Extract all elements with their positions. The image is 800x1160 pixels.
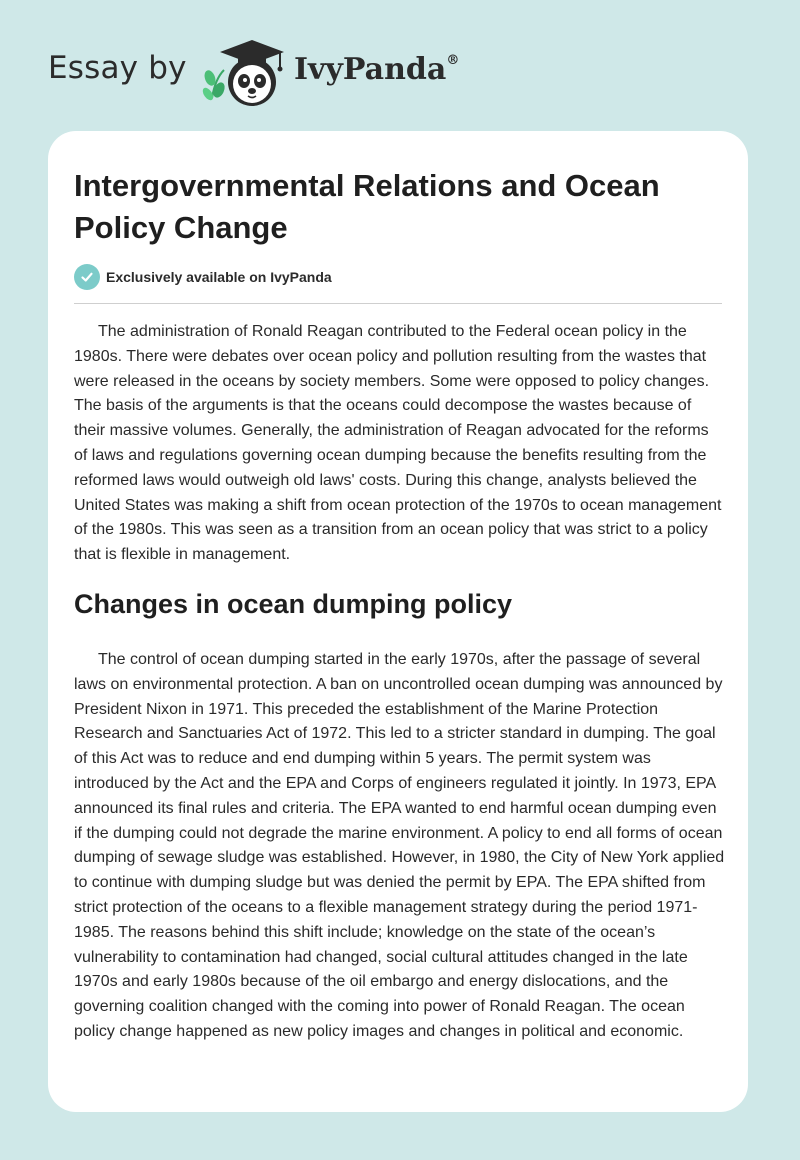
page-title: Intergovernmental Relations and Ocean Policy Change: [74, 168, 660, 245]
section-heading: Changes in ocean dumping policy: [74, 589, 513, 619]
essay-by-label: Essay by: [48, 50, 187, 86]
registered-mark: ®: [446, 53, 460, 68]
paragraph-dumping-policy: The control of ocean dumping started in the early 1970s, after the passage of several laws on environmental protection. A ban on uncontrolled ocean dumping was announced by President Nixon in 1971. This preceded the establishment of the Marine Protection Research and Sanctuaries Act of 1972. This led to a stricter standard in dumping. The goal of this Act was to reduce and end dumping within 5 years. The permit system was introduced by the Act and the EPA and Corps of engineers regulated it jointly. In 1973, EPA announced its final rules and criteria. The EPA wanted to end harmful ocean dumping even if the dumping could not degrade the marine environment. A policy to end all forms of ocean dumping of sewage sludge was established. However, in 1980, the City of New York applied to continue with dumping sludge but was denied the permit by EPA. The EPA shifted from strict protection of the oceans to a flexible management strategy during the period 1971-1985. The reasons behind this shift include; knowledge on the state of the ocean’s vulnerability to contamination had changed, social cultural attitudes changed in the late 1970s and early 1980s because of the oil embargo and energy dislocations, and the governing coalition changed with the coming into power of Ronald Reagan. The ocean policy change happened as new policy images and changes in political and economic.: [74, 651, 725, 1040]
exclusive-badge: [74, 264, 332, 290]
check-circle-icon: [74, 264, 100, 290]
divider: [74, 303, 722, 304]
panda-graduate-icon[interactable]: [200, 36, 290, 108]
brand-text: IvyPanda: [294, 52, 447, 87]
essay-card: [48, 131, 748, 1112]
paragraph-intro: The administration of Ronald Reagan contributed to the Federal ocean policy in the 1980s. There were debates over ocean policy and pollution resulting from the wastes that were released in the oceans by society members. Some were opposed to policy changes. The basis of the arguments is that the oceans could decompose the wastes because of their massive volumes. Generally, the administration of Reagan advocated for the reforms of laws and regulations governing ocean dumping because the benefits resulting from the reformed laws would outweigh old laws' costs. During this change, analysts believed the United States was making a shift from ocean protection of the 1970s to ocean management of the 1980s. This was seen as a transition from an ocean policy that was strict to a policy that is flexible in management.: [74, 323, 722, 564]
badge-label: Exclusively available on IvyPanda: [106, 269, 332, 285]
brand-name[interactable]: [294, 52, 459, 87]
site-header: [0, 0, 800, 128]
